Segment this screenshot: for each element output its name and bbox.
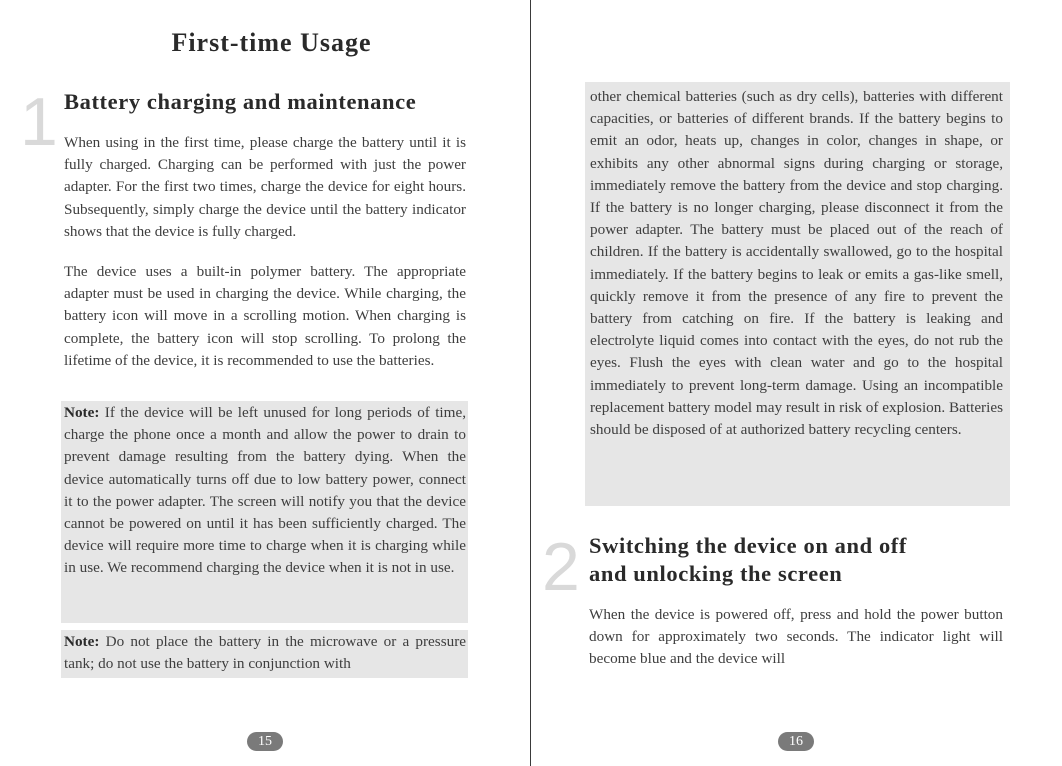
left-page [0,0,530,766]
page-number: 16 [778,732,814,751]
note-box-continued [585,82,1010,506]
note-paragraph [61,401,468,580]
section-heading-line-2: and unlocking the screen [589,561,843,586]
note-box-unused [61,401,468,623]
page-number: 15 [247,732,283,751]
section-number: 2 [542,529,580,605]
page-title: First-time Usage [171,28,372,57]
note-label: Note: [64,633,100,650]
section-number: 1 [20,84,58,160]
note-continued-text: other chemical batteries (such as dry cells), batteries with different capacities, or batteries of different brands. If the battery begins to emit an odor, heats up, changes in color, changes in shape, or exhibits any other abnormal signs during charging or storage, immediately remove the battery from the device and stop charging. If the battery is no longer charging, please disconnect it from the power adapter. The battery must be placed out of the reach of children. If the battery is accidentally swallowed, go to the hospital immediately. If the battery begins to leak or emits a gas-like smell, quickly remove it from the presence of any fire to prevent the battery from catching on fire. If the battery is leaking and electrolyte liquid comes into contact with the eyes, do not rub the eyes. Flush the eyes with clean water and go to the hospital immediately to prevent long-term damage. Using an incompatible replacement battery model may result in risk of explosion. Batteries should be disposed of at authorized battery recycling centers. [590,88,1003,439]
page-divider [530,0,531,766]
note-text: If the device will be left unused for long periods of time, charge the phone once a month and allow the power to drain to prevent damage resulting from the battery dying. When the device automatically turns off due to low battery power, connect it to the power adapter. The screen will notify you that the device cannot be powered on until it has been sufficiently charged. The device will require more time to charge when it is charging while in use. We recommend charging the device when it is not in use. [64,404,467,577]
note-label: Note: [64,404,100,421]
section-heading-line-1: Switching the device on and off [589,533,907,558]
note-text: Do not place the battery in the microwave or a pressure tank; do not use the battery in conjunction with [64,633,467,673]
section-heading: Battery charging and maintenance [64,89,417,114]
right-page [532,0,1062,766]
paragraph-power-on: When the device is powered off, press and hold the power button down for approximately two seconds. The indicator light will become blue and the device will [589,606,1003,668]
note-box-microwave [61,630,468,678]
paragraph-polymer-battery: The device uses a built-in polymer battery. The appropriate adapter must be used in charging the device. While charging, the battery icon will move in a scrolling motion. When charging is complete, the battery icon will stop scrolling. To prolong the lifetime of the device, it is recommended to use the batteries. [64,263,466,369]
note-paragraph [61,630,468,675]
paragraph-first-charge: When using in the first time, please charge the battery until it is fully charged. Charging can be performed with just the power adapter. For the first two times, charge the device for eight hours. Subsequently, simply charge the device until the battery indicator shows that the device is fully charged. [64,134,466,240]
